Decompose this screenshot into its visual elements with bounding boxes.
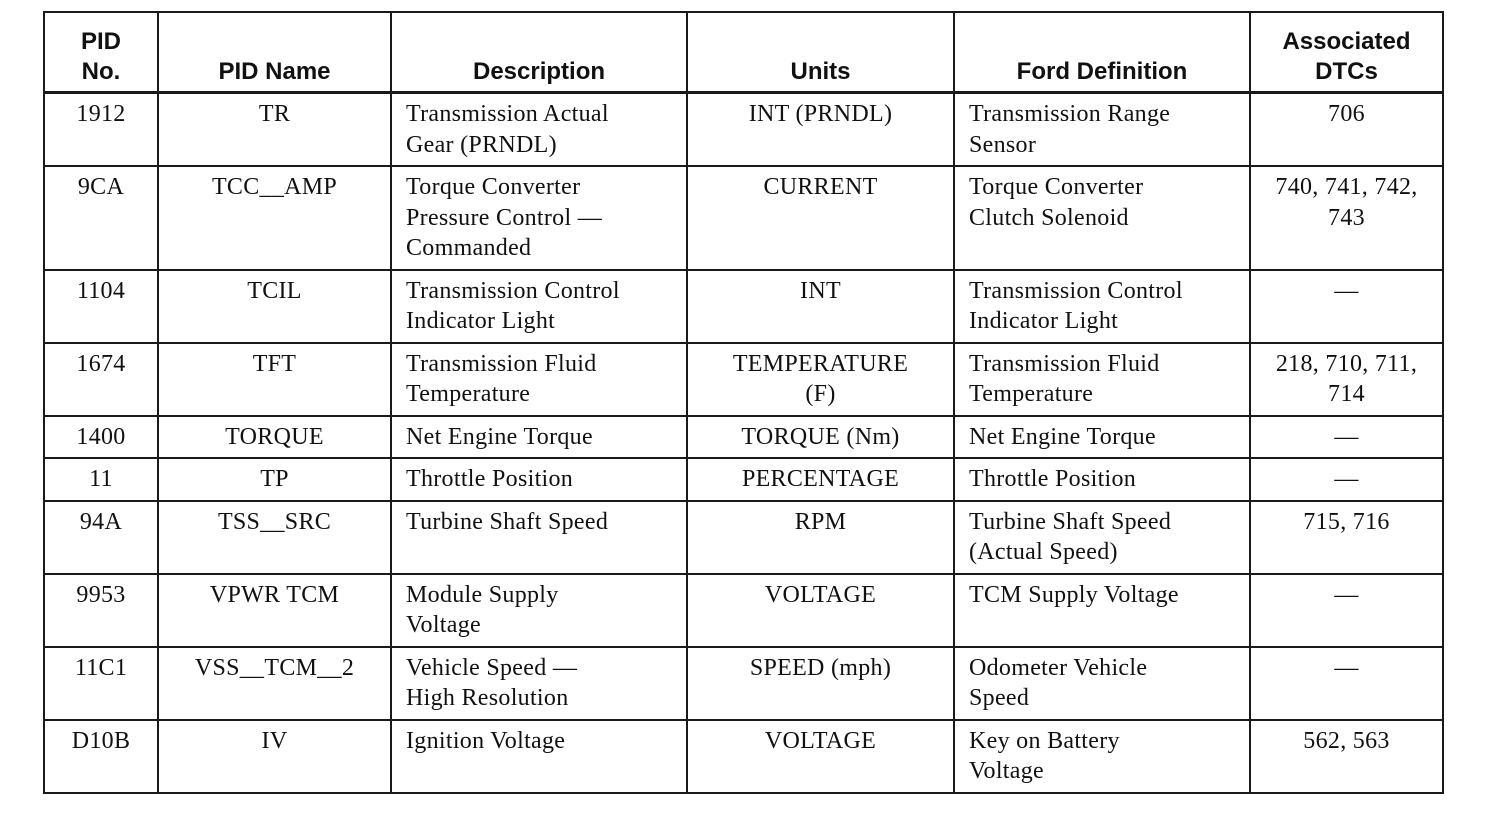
table-row <box>44 501 1443 574</box>
cell-associated-dtcs: — <box>1250 574 1443 647</box>
cell-pid-name: TSS__SRC <box>158 501 391 574</box>
cell-pid-name: VPWR TCM <box>158 574 391 647</box>
cell-description: Throttle Position <box>391 458 687 501</box>
cell-associated-dtcs: — <box>1250 458 1443 501</box>
table-body <box>44 93 1443 793</box>
cell-ford-definition: Torque Converter Clutch Solenoid <box>954 166 1250 270</box>
cell-units: TEMPERATURE (F) <box>687 343 954 416</box>
cell-description: Transmission Actual Gear (PRNDL) <box>391 93 687 167</box>
cell-ford-definition: Net Engine Torque <box>954 416 1250 459</box>
table-row <box>44 647 1443 720</box>
cell-pid-no: 1400 <box>44 416 158 459</box>
cell-associated-dtcs: 562, 563 <box>1250 720 1443 793</box>
cell-units: PERCENTAGE <box>687 458 954 501</box>
cell-pid-name: TCIL <box>158 270 391 343</box>
cell-associated-dtcs: 715, 716 <box>1250 501 1443 574</box>
cell-pid-no: 94A <box>44 501 158 574</box>
cell-units: TORQUE (Nm) <box>687 416 954 459</box>
cell-pid-no: D10B <box>44 720 158 793</box>
table-row <box>44 343 1443 416</box>
cell-pid-name: TP <box>158 458 391 501</box>
table-row <box>44 270 1443 343</box>
cell-associated-dtcs: — <box>1250 416 1443 459</box>
cell-pid-no: 1104 <box>44 270 158 343</box>
cell-description: Ignition Voltage <box>391 720 687 793</box>
cell-pid-no: 1674 <box>44 343 158 416</box>
cell-ford-definition: Turbine Shaft Speed (Actual Speed) <box>954 501 1250 574</box>
cell-ford-definition: Transmission Range Sensor <box>954 93 1250 167</box>
cell-pid-no: 9CA <box>44 166 158 270</box>
cell-pid-no: 9953 <box>44 574 158 647</box>
cell-description: Transmission Control Indicator Light <box>391 270 687 343</box>
cell-ford-definition: Odometer Vehicle Speed <box>954 647 1250 720</box>
cell-pid-name: TR <box>158 93 391 167</box>
cell-units: INT (PRNDL) <box>687 93 954 167</box>
cell-pid-no: 11 <box>44 458 158 501</box>
cell-associated-dtcs: 740, 741, 742, 743 <box>1250 166 1443 270</box>
table-row <box>44 93 1443 167</box>
header-ford-definition: Ford Definition <box>954 12 1250 93</box>
cell-ford-definition: Transmission Control Indicator Light <box>954 270 1250 343</box>
table-row <box>44 574 1443 647</box>
cell-associated-dtcs: — <box>1250 647 1443 720</box>
pid-table <box>43 11 1444 794</box>
header-units: Units <box>687 12 954 93</box>
cell-description: Module Supply Voltage <box>391 574 687 647</box>
cell-units: CURRENT <box>687 166 954 270</box>
cell-units: INT <box>687 270 954 343</box>
cell-pid-no: 11C1 <box>44 647 158 720</box>
cell-pid-name: VSS__TCM__2 <box>158 647 391 720</box>
table-row <box>44 416 1443 459</box>
cell-pid-name: TCC__AMP <box>158 166 391 270</box>
table-row <box>44 166 1443 270</box>
cell-associated-dtcs: 218, 710, 711, 714 <box>1250 343 1443 416</box>
header-pid-name: PID Name <box>158 12 391 93</box>
cell-description: Turbine Shaft Speed <box>391 501 687 574</box>
cell-associated-dtcs: 706 <box>1250 93 1443 167</box>
cell-pid-name: TORQUE <box>158 416 391 459</box>
cell-units: RPM <box>687 501 954 574</box>
table-row <box>44 458 1443 501</box>
cell-units: SPEED (mph) <box>687 647 954 720</box>
header-pid-no: PID No. <box>44 12 158 93</box>
cell-ford-definition: Transmission Fluid Temperature <box>954 343 1250 416</box>
cell-ford-definition: Key on Battery Voltage <box>954 720 1250 793</box>
cell-description: Net Engine Torque <box>391 416 687 459</box>
cell-description: Torque Converter Pressure Control — Commanded <box>391 166 687 270</box>
cell-associated-dtcs: — <box>1250 270 1443 343</box>
cell-pid-name: IV <box>158 720 391 793</box>
cell-units: VOLTAGE <box>687 720 954 793</box>
cell-ford-definition: TCM Supply Voltage <box>954 574 1250 647</box>
cell-pid-no: 1912 <box>44 93 158 167</box>
cell-units: VOLTAGE <box>687 574 954 647</box>
cell-description: Vehicle Speed — High Resolution <box>391 647 687 720</box>
table-header-row <box>44 12 1443 93</box>
cell-description: Transmission Fluid Temperature <box>391 343 687 416</box>
header-description: Description <box>391 12 687 93</box>
cell-ford-definition: Throttle Position <box>954 458 1250 501</box>
cell-pid-name: TFT <box>158 343 391 416</box>
table-row <box>44 720 1443 793</box>
header-associated-dtcs: Associated DTCs <box>1250 12 1443 93</box>
